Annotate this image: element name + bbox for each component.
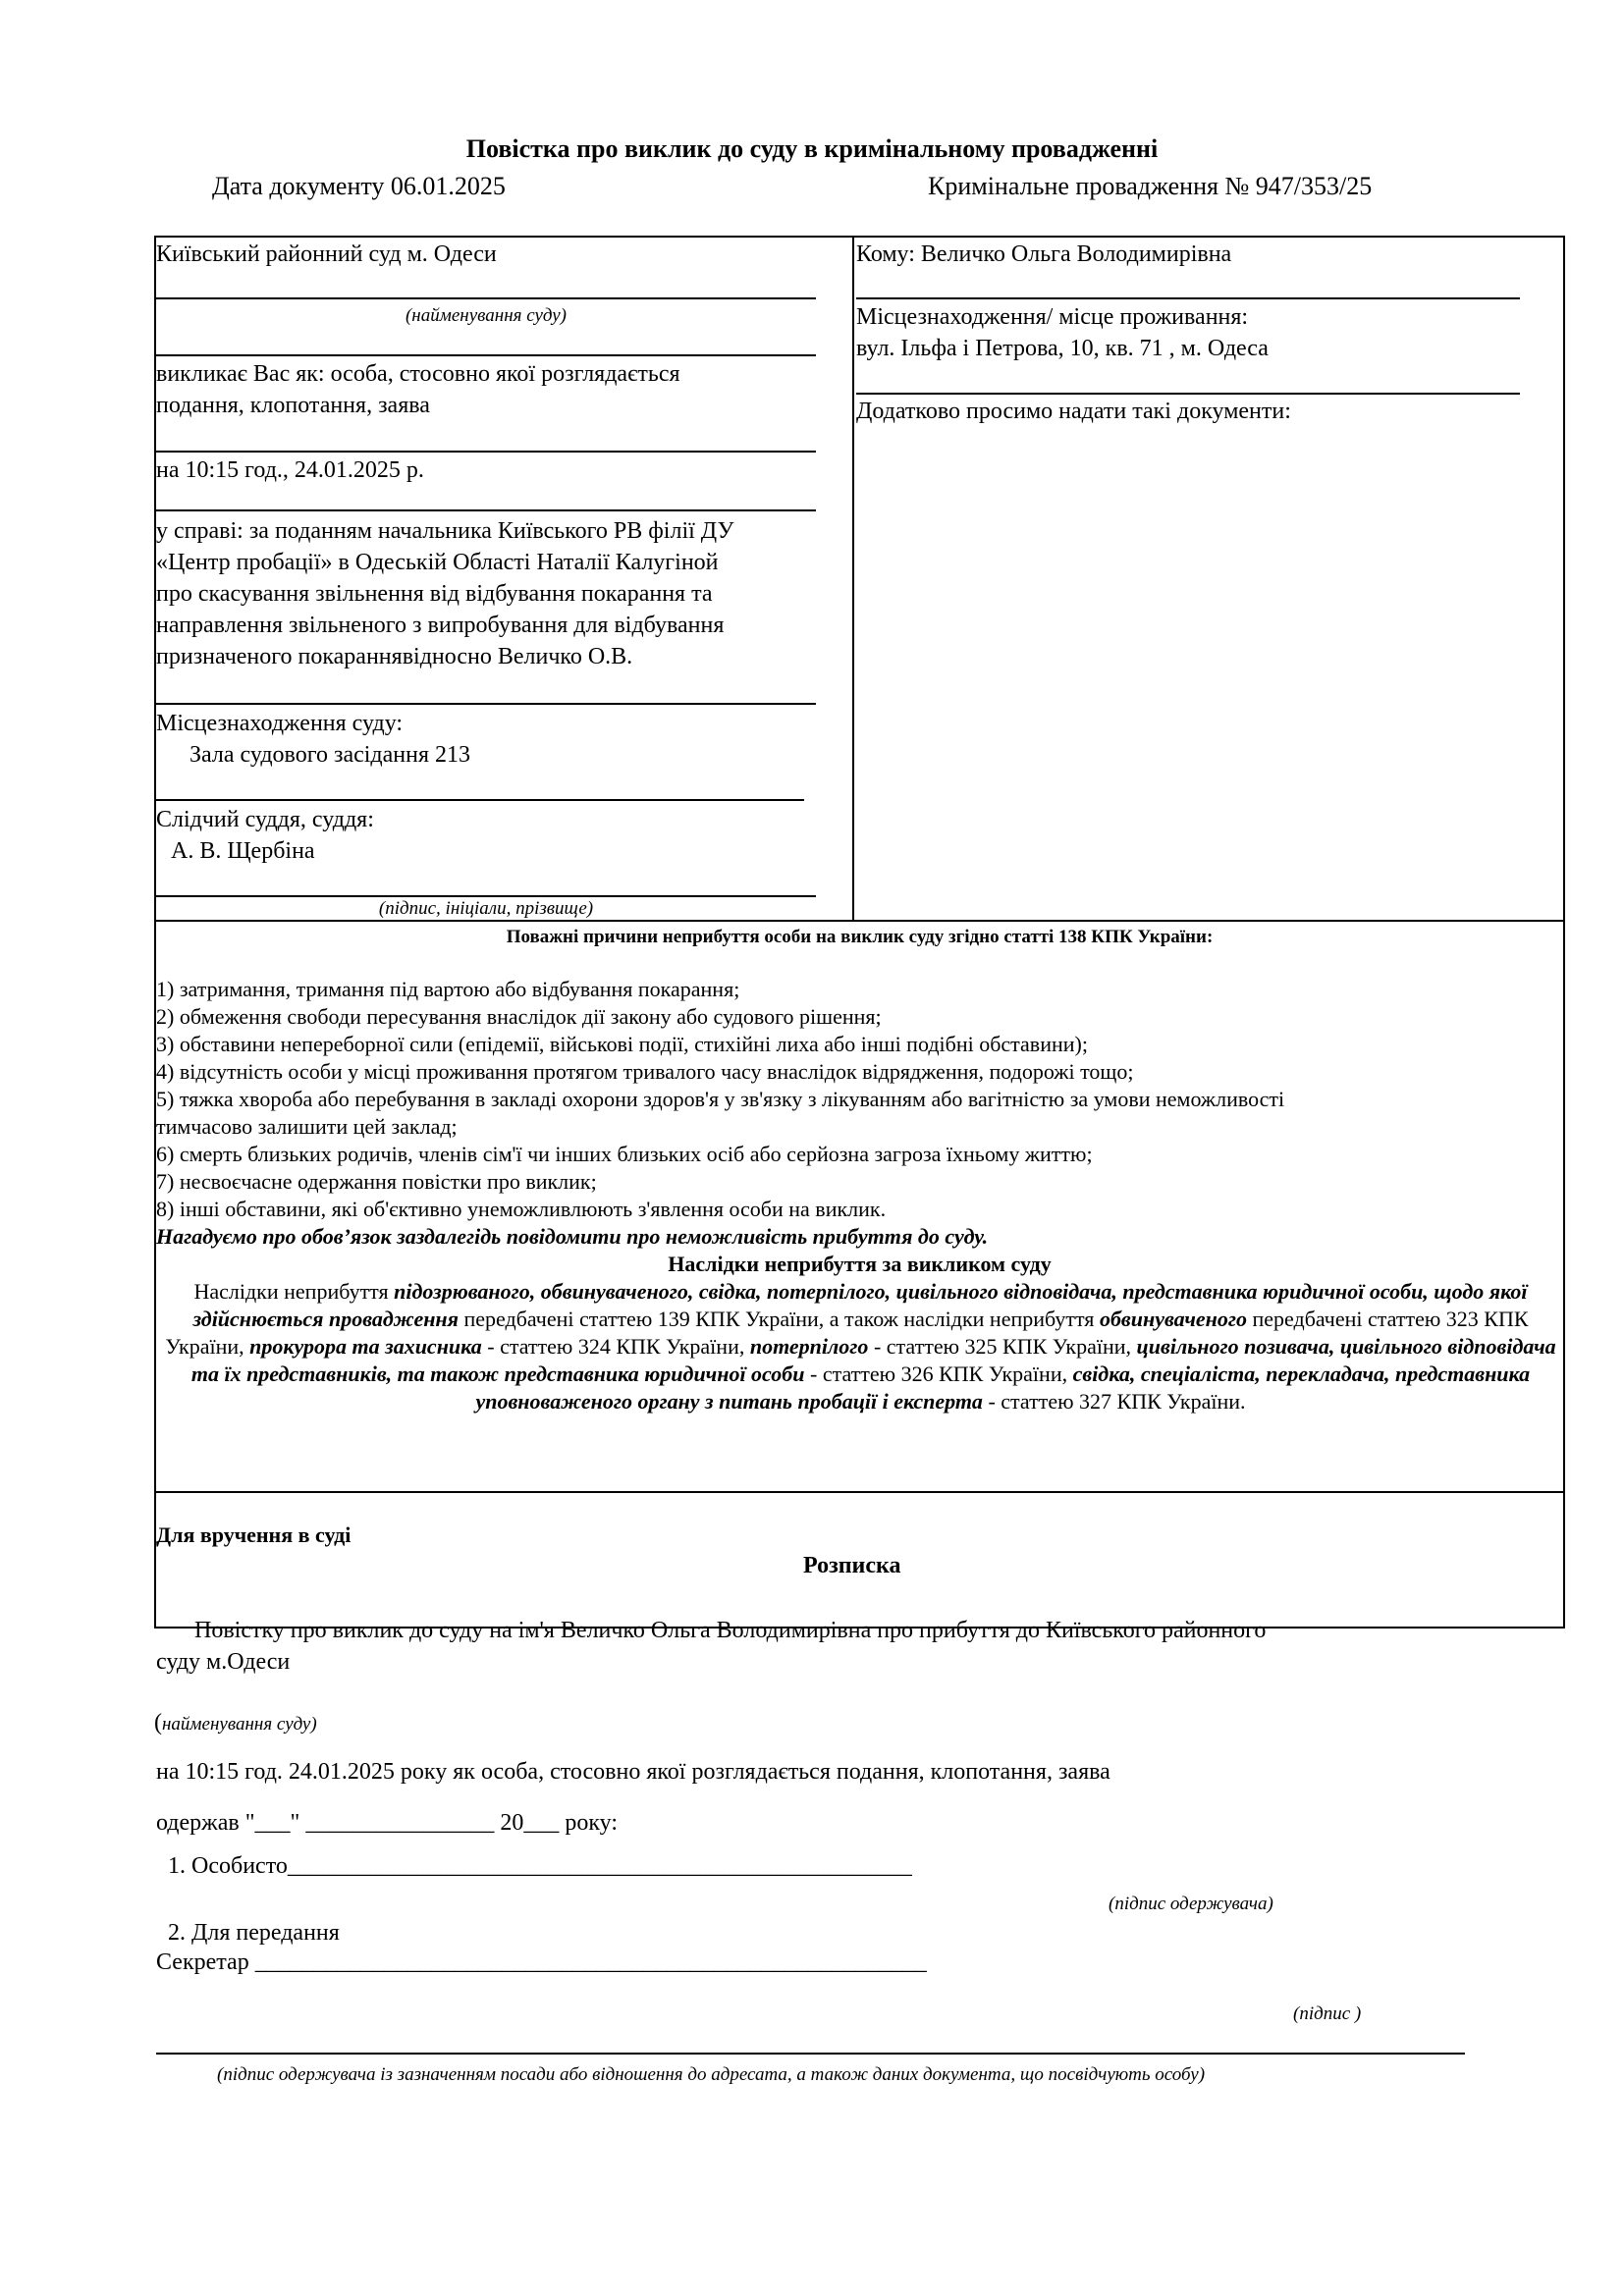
case-description-line1: у справі: за поданням начальника Київського РВ філії ДУ: [156, 518, 734, 544]
receipt-court-caption: [154, 1708, 317, 1737]
consequences-part: - статтею 325 КПК України,: [868, 1334, 1137, 1359]
reason-item: 5) тяжка хвороба або перебування в закладі охорони здоров'я у зв'язку з лікуванням або вагітністю за умови неможливості: [156, 1087, 1285, 1111]
case-number: Кримінальне провадження № 947/353/25: [928, 172, 1373, 200]
consequences-emphasis: підозрюваного, обвинуваченого, свідка, потерпілого, цивільного відповідача, представника юридичної особи, щодо якої здійснюється провадження: [192, 1279, 1528, 1331]
case-description-line2: «Центр пробації» в Одеській Області Наталії Калугіной: [156, 550, 719, 575]
court-location-label: Місцезнаходження суду:: [156, 711, 404, 736]
consequences-part: передбачені статтею 139 КПК України, а також наслідки неприбуття: [458, 1307, 1100, 1331]
receipt-line2: суду м.Одеси: [156, 1649, 291, 1675]
secretary-signature-caption: (підпис ): [1293, 2003, 1362, 2024]
received-date-line: одержав "___" ________________ 20___ року:: [156, 1810, 619, 1836]
reason-item: 6) смерть близьких родичів, членів сім'ї чи інших близьких осіб або серйозна загроза їхньому життю;: [156, 1142, 1093, 1166]
recipient-signature-caption: (підпис одержувача): [1109, 1894, 1273, 1914]
address-label: Місцезнаходження/ місце проживання:: [856, 304, 1249, 330]
receipt-line1: Повістку про виклик до суду на ім'я Величко Ольга Володимирівна про прибуття до Київського районного: [194, 1618, 1267, 1643]
consequences-emphasis: потерпілого: [749, 1334, 869, 1359]
caption-paren: (: [154, 1710, 162, 1735]
consequences-part: передбачені статтею 323 КПК України,: [165, 1307, 1529, 1359]
case-underline: [156, 703, 816, 705]
reason-item: 7) несвоєчасне одержання повістки про виклик;: [156, 1169, 597, 1194]
consequences-part: Наслідки неприбуття: [193, 1279, 395, 1304]
summons-underline: [156, 451, 816, 453]
consequences-emphasis: цивільного позивача, цивільного відповідача та їх представників, та також представника юридичної особи: [190, 1334, 1556, 1386]
hearing-time: на 10:15 год., 24.01.2025 р.: [156, 457, 424, 483]
case-description-line4: направлення звільненого з випробування для відбування: [156, 613, 725, 638]
reasons-heading: Поважні причини неприбуття особи на виклик суду згідно статті 138 КПК України:: [506, 927, 1214, 947]
consequences-part: - статтею 326 КПК України,: [804, 1362, 1073, 1386]
reason-item: тимчасово залишити цей заклад;: [156, 1114, 458, 1139]
reason-item: 4) відсутність особи у місці проживання протягом тривалого часу внаслідок відрядження, подорожі тощо;: [156, 1059, 1134, 1084]
extra-documents-label: Додатково просимо надати такі документи:: [856, 399, 1291, 424]
reason-item: 2) обмеження свободи пересування внаслідок дії закону або судового рішення;: [156, 1004, 882, 1029]
case-description-line3: про скасування звільнення від відбування покарання та: [156, 581, 713, 607]
recipient-name: Кому: Величко Ольга Володимирівна: [856, 241, 1232, 267]
court-name: Київський районний суд м. Одеси: [156, 241, 497, 267]
for-court-label: Для вручення в суді: [156, 1522, 352, 1547]
receipt-title: Розписка: [803, 1553, 901, 1578]
summons-role-line2: подання, клопотання, заява: [156, 393, 430, 418]
court-name-caption: (найменування суду): [405, 305, 568, 326]
court-location-value: Зала судового засідання 213: [189, 742, 471, 768]
caption-text: найменування суду): [162, 1714, 317, 1735]
address-underline: [856, 393, 1520, 395]
consequences-part: - статтею 324 КПК України,: [481, 1334, 750, 1359]
time-underline: [156, 509, 816, 511]
reason-item: 1) затримання, тримання під вартою або відбування покарання;: [156, 977, 740, 1001]
consequences-text: [160, 1278, 1561, 1415]
receipt-time-line: на 10:15 год. 24.01.2025 року як особа, стосовно якої розглядається подання, клопотання, заява: [156, 1759, 1110, 1785]
document-date: Дата документу 06.01.2025: [212, 172, 506, 200]
secretary-signature-line: Секретар _________________________________________________________: [156, 1949, 927, 1975]
recipient-underline: [856, 297, 1520, 299]
bottom-signature-line: [156, 2053, 1465, 2055]
court-name-underline: [156, 297, 816, 299]
column-divider: [852, 236, 854, 921]
consequences-emphasis: прокурора та захисника: [249, 1334, 482, 1359]
reason-item: 3) обставини непереборної сили (епідемії, військові події, стихійні лиха або інші подібні обставини);: [156, 1032, 1088, 1056]
judge-name: А. В. Щербіна: [171, 838, 315, 864]
document-title: Повістка про виклик до суду в кримінальному провадженні: [465, 134, 1159, 163]
consequences-part: - статтею 327 КПК України.: [982, 1389, 1246, 1414]
consequences-emphasis: обвинуваченого: [1099, 1307, 1247, 1331]
consequences-heading: Наслідки неприбуття за викликом суду: [668, 1252, 1052, 1276]
case-description-line5: призначеного покараннявідносно Величко О.В.: [156, 644, 633, 669]
bottom-signature-caption: (підпис одержувача із зазначенням посади або відношення до адресата, а також даних документа, що посвідчують особу): [217, 2064, 1206, 2085]
summons-role-line1: викликає Вас як: особа, стосовно якої розглядається: [156, 361, 680, 387]
caption-underline: [156, 354, 816, 356]
consequences-emphasis: свідка, спеціаліста, перекладача, представника уповноваженого органу з питань пробації і експерта: [475, 1362, 1531, 1414]
notification-reminder: Нагадуємо про обов’язок заздалегідь повідомити про неможливість прибуття до суду.: [156, 1224, 989, 1249]
location-underline: [156, 799, 804, 801]
receipt-divider: [154, 1491, 1565, 1493]
for-transfer-label: 2. Для передання: [168, 1920, 340, 1946]
address-value: вул. Ільфа і Петрова, 10, кв. 71 , м. Одеса: [856, 336, 1269, 361]
judge-caption: (підпис, ініціали, прізвище): [378, 898, 594, 919]
personally-signature-line: 1. Особисто_____________________________________________________: [168, 1853, 912, 1879]
reason-item: 8) інші обставини, які об'єктивно унеможливлюють з'явлення особи на виклик.: [156, 1197, 887, 1221]
judge-label: Слідчий суддя, суддя:: [156, 807, 374, 832]
